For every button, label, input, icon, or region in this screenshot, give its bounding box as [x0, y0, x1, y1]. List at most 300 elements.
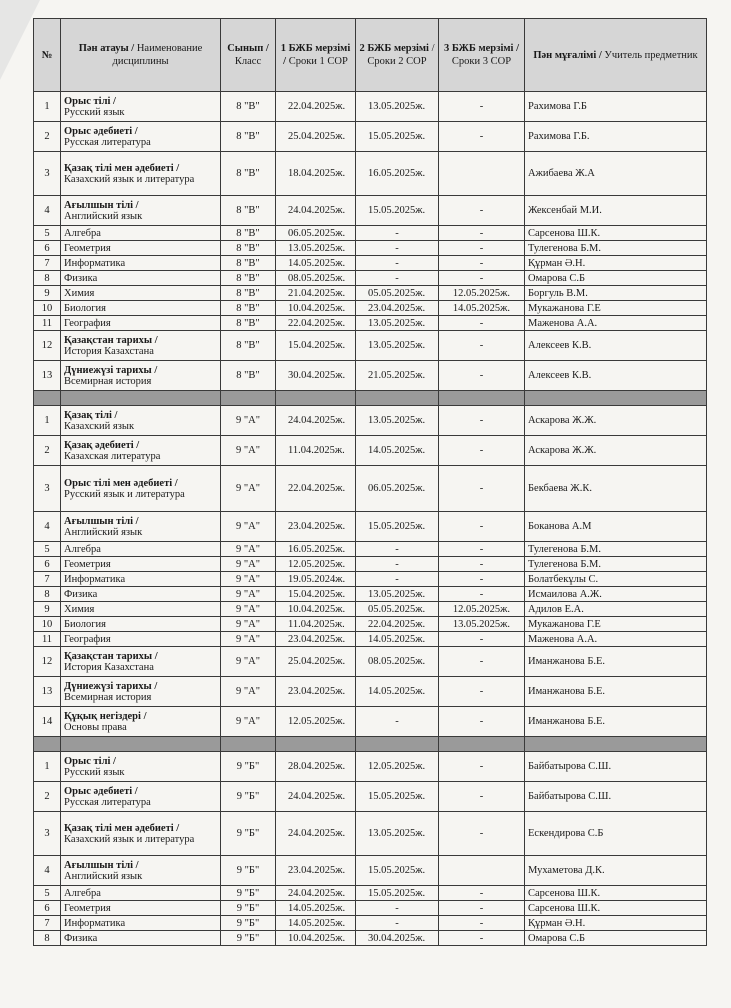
sor2-date: 13.05.2025ж.	[356, 406, 439, 436]
sor3-date: -	[439, 931, 525, 946]
class-cell: 8 "В"	[221, 256, 276, 271]
subject-cell	[61, 886, 221, 901]
teacher-cell: Маженова А.А.	[525, 632, 707, 647]
subject-ru: Всемирная история	[64, 691, 152, 703]
sor1-date: 22.04.2025ж.	[276, 466, 356, 512]
sor3-date: -	[439, 466, 525, 512]
class-cell: 9 "А"	[221, 617, 276, 632]
row-number: 3	[34, 152, 61, 196]
sor3-date: -	[439, 647, 525, 677]
row-number: 4	[34, 856, 61, 886]
sor2-date: 15.05.2025ж.	[356, 782, 439, 812]
subject-ru: История Казахстана	[64, 345, 154, 357]
subject-cell	[61, 316, 221, 331]
row-number: 7	[34, 256, 61, 271]
sor3-date	[439, 856, 525, 886]
table-row	[34, 886, 707, 901]
table-row	[34, 677, 707, 707]
subject-ru: Алгебра	[64, 543, 101, 555]
sor1-date: 30.04.2025ж.	[276, 361, 356, 391]
teacher-cell: Рахимова Г.Б.	[525, 122, 707, 152]
subject-ru: Алгебра	[64, 227, 101, 239]
header-class: Сынып / Класс	[221, 19, 276, 92]
teacher-cell: Аскарова Ж.Ж.	[525, 436, 707, 466]
sor1-date: 06.05.2025ж.	[276, 226, 356, 241]
teacher-cell: Бекбаева Ж.К.	[525, 466, 707, 512]
table-row	[34, 812, 707, 856]
subject-kz: Ағылшын тілі /	[64, 515, 139, 527]
table-row	[34, 617, 707, 632]
header-sor1: 1 БЖБ мерзімі / Сроки 1 СОР	[276, 19, 356, 92]
subject-cell	[61, 226, 221, 241]
subject-ru: Русская литература	[64, 136, 151, 148]
subject-ru: Химия	[64, 603, 95, 615]
subject-ru: Биология	[64, 302, 107, 314]
sor3-date: -	[439, 196, 525, 226]
sor2-date: -	[356, 916, 439, 931]
subject-ru: Геометрия	[64, 902, 111, 914]
sor1-date: 18.04.2025ж.	[276, 152, 356, 196]
subject-kz: Орыс тілі мен әдебиеті /	[64, 477, 178, 489]
class-cell: 8 "В"	[221, 241, 276, 256]
sor1-date: 24.04.2025ж.	[276, 886, 356, 901]
class-cell: 8 "В"	[221, 152, 276, 196]
teacher-cell: Құрман Ә.Н.	[525, 916, 707, 931]
sor2-date: 13.05.2025ж.	[356, 331, 439, 361]
class-cell: 9 "А"	[221, 466, 276, 512]
subject-kz: Қазақ тілі мен әдебиеті /	[64, 162, 180, 174]
subject-ru: Геометрия	[64, 242, 111, 254]
class-cell: 9 "Б"	[221, 886, 276, 901]
table-row	[34, 602, 707, 617]
subject-cell	[61, 152, 221, 196]
header-subject: Пән атауы / Наименование дисциплины	[61, 19, 221, 92]
subject-cell	[61, 572, 221, 587]
sor2-date: 14.05.2025ж.	[356, 677, 439, 707]
teacher-cell: Болатбекұлы С.	[525, 572, 707, 587]
table-row	[34, 316, 707, 331]
class-cell: 9 "А"	[221, 707, 276, 737]
teacher-cell: Жексенбай М.И.	[525, 196, 707, 226]
subject-cell	[61, 916, 221, 931]
table-row	[34, 331, 707, 361]
sor1-date: 14.05.2025ж.	[276, 901, 356, 916]
sor3-date: -	[439, 557, 525, 572]
subject-ru: Английский язык	[64, 870, 143, 882]
subject-ru: Информатика	[64, 573, 126, 585]
sor3-date: -	[439, 572, 525, 587]
sor1-date: 11.04.2025ж.	[276, 436, 356, 466]
sor1-date: 24.04.2025ж.	[276, 782, 356, 812]
subject-cell	[61, 92, 221, 122]
sor2-date: 13.05.2025ж.	[356, 316, 439, 331]
class-cell: 9 "Б"	[221, 916, 276, 931]
sor2-date: 21.05.2025ж.	[356, 361, 439, 391]
sor2-date: -	[356, 256, 439, 271]
sor2-date: 12.05.2025ж.	[356, 752, 439, 782]
sor1-date: 23.04.2025ж.	[276, 632, 356, 647]
sor2-date: 13.05.2025ж.	[356, 92, 439, 122]
sor3-date: -	[439, 542, 525, 557]
table-row	[34, 647, 707, 677]
sor3-date: -	[439, 271, 525, 286]
subject-ru: Русский язык и литература	[64, 488, 185, 500]
teacher-cell: Байбатырова С.Ш.	[525, 752, 707, 782]
subject-cell	[61, 617, 221, 632]
class-cell: 9 "А"	[221, 677, 276, 707]
teacher-cell: Құрман Ә.Н.	[525, 256, 707, 271]
subject-kz: Қазақстан тарихы /	[64, 650, 158, 662]
sor3-date: -	[439, 122, 525, 152]
class-cell: 9 "А"	[221, 542, 276, 557]
sor2-date: 30.04.2025ж.	[356, 931, 439, 946]
sor3-date: 12.05.2025ж.	[439, 602, 525, 617]
class-cell: 9 "А"	[221, 587, 276, 602]
table-row	[34, 286, 707, 301]
sor3-date: -	[439, 361, 525, 391]
sor3-date: -	[439, 916, 525, 931]
teacher-cell: Мукажанова Г.Е	[525, 617, 707, 632]
class-cell: 8 "В"	[221, 301, 276, 316]
sor2-date: -	[356, 707, 439, 737]
teacher-cell: Сарсенова Ш.К.	[525, 886, 707, 901]
sor1-date: 14.05.2025ж.	[276, 916, 356, 931]
separator-cell	[221, 391, 276, 406]
row-number: 12	[34, 331, 61, 361]
sor3-date: -	[439, 316, 525, 331]
sor2-date: 14.05.2025ж.	[356, 436, 439, 466]
sor1-date: 12.05.2025ж.	[276, 707, 356, 737]
subject-cell	[61, 301, 221, 316]
sor3-date: -	[439, 886, 525, 901]
sor2-date: 15.05.2025ж.	[356, 196, 439, 226]
subject-cell	[61, 707, 221, 737]
sor3-date: -	[439, 226, 525, 241]
sor1-date: 16.05.2025ж.	[276, 542, 356, 557]
sor1-date: 25.04.2025ж.	[276, 122, 356, 152]
sor1-date: 10.04.2025ж.	[276, 931, 356, 946]
subject-ru: Физика	[64, 588, 98, 600]
separator-cell	[34, 737, 61, 752]
sor1-date: 11.04.2025ж.	[276, 617, 356, 632]
subject-ru: Информатика	[64, 257, 126, 269]
row-number: 4	[34, 196, 61, 226]
class-cell: 8 "В"	[221, 226, 276, 241]
subject-cell	[61, 361, 221, 391]
teacher-cell: Адилов Е.А.	[525, 602, 707, 617]
subject-ru: Казахский язык и литература	[64, 833, 195, 845]
table-row	[34, 542, 707, 557]
table-row	[34, 512, 707, 542]
subject-ru: Физика	[64, 932, 98, 944]
row-number: 7	[34, 572, 61, 587]
subject-kz: Орыс тілі /	[64, 755, 116, 767]
row-number: 1	[34, 406, 61, 436]
subject-cell	[61, 647, 221, 677]
teacher-cell: Аскарова Ж.Ж.	[525, 406, 707, 436]
table-row	[34, 241, 707, 256]
class-cell: 9 "А"	[221, 647, 276, 677]
row-number: 6	[34, 901, 61, 916]
class-cell: 9 "А"	[221, 436, 276, 466]
separator-cell	[61, 737, 221, 752]
teacher-cell: Ажибаева Ж.А	[525, 152, 707, 196]
table-row	[34, 632, 707, 647]
sor1-date: 24.04.2025ж.	[276, 196, 356, 226]
sor2-date: 05.05.2025ж.	[356, 602, 439, 617]
sor2-date: 06.05.2025ж.	[356, 466, 439, 512]
sor3-date: -	[439, 707, 525, 737]
sor1-date: 08.05.2025ж.	[276, 271, 356, 286]
sor3-date: -	[439, 512, 525, 542]
separator-cell	[439, 391, 525, 406]
row-number: 10	[34, 617, 61, 632]
teacher-cell: Маженова А.А.	[525, 316, 707, 331]
teacher-cell: Иманжанова Б.Е.	[525, 707, 707, 737]
sor3-date: -	[439, 812, 525, 856]
sor1-date: 10.04.2025ж.	[276, 602, 356, 617]
subject-cell	[61, 241, 221, 256]
subject-kz: Құқық негіздері /	[64, 710, 147, 722]
teacher-cell: Омарова С.Б	[525, 931, 707, 946]
row-number: 10	[34, 301, 61, 316]
sor3-date: 13.05.2025ж.	[439, 617, 525, 632]
class-cell: 8 "В"	[221, 316, 276, 331]
teacher-cell: Алексеев К.В.	[525, 331, 707, 361]
class-cell: 8 "В"	[221, 361, 276, 391]
table-row	[34, 916, 707, 931]
sor1-date: 23.04.2025ж.	[276, 512, 356, 542]
subject-kz: Орыс әдебиеті /	[64, 785, 138, 797]
sor2-date: 15.05.2025ж.	[356, 856, 439, 886]
subject-ru: Всемирная история	[64, 375, 152, 387]
teacher-cell: Мухаметова Д.К.	[525, 856, 707, 886]
subject-cell	[61, 677, 221, 707]
table-row	[34, 271, 707, 286]
table-row	[34, 226, 707, 241]
sor2-date: 15.05.2025ж.	[356, 122, 439, 152]
row-number: 14	[34, 707, 61, 737]
separator-cell	[439, 737, 525, 752]
class-cell: 9 "А"	[221, 632, 276, 647]
sor3-date: -	[439, 406, 525, 436]
sor1-date: 22.04.2025ж.	[276, 316, 356, 331]
row-number: 9	[34, 286, 61, 301]
table-row	[34, 122, 707, 152]
sor3-date: -	[439, 436, 525, 466]
row-number: 6	[34, 557, 61, 572]
separator-cell	[525, 737, 707, 752]
class-cell: 8 "В"	[221, 286, 276, 301]
subject-cell	[61, 632, 221, 647]
subject-kz: Орыс тілі /	[64, 95, 116, 107]
subject-cell	[61, 587, 221, 602]
header-num: №	[34, 19, 61, 92]
teacher-cell: Ескендирова С.Б	[525, 812, 707, 856]
sor2-date: 08.05.2025ж.	[356, 647, 439, 677]
subject-ru: Химия	[64, 287, 95, 299]
subject-kz: Ағылшын тілі /	[64, 199, 139, 211]
table-row	[34, 406, 707, 436]
subject-cell	[61, 196, 221, 226]
class-cell: 9 "Б"	[221, 856, 276, 886]
teacher-cell: Тулегенова Б.М.	[525, 241, 707, 256]
row-number: 13	[34, 361, 61, 391]
teacher-cell: Байбатырова С.Ш.	[525, 782, 707, 812]
sor1-date: 10.04.2025ж.	[276, 301, 356, 316]
table-row	[34, 752, 707, 782]
sor2-date: 23.04.2025ж.	[356, 301, 439, 316]
separator-cell	[356, 737, 439, 752]
subject-kz: Дүниежүзі тарихы /	[64, 364, 158, 376]
subject-ru: География	[64, 633, 111, 645]
sor2-date: -	[356, 557, 439, 572]
row-number: 13	[34, 677, 61, 707]
row-number: 5	[34, 886, 61, 901]
separator-cell	[221, 737, 276, 752]
subject-cell	[61, 782, 221, 812]
sor3-date: -	[439, 241, 525, 256]
subject-cell	[61, 602, 221, 617]
class-cell: 9 "А"	[221, 512, 276, 542]
sor1-date: 28.04.2025ж.	[276, 752, 356, 782]
row-number: 8	[34, 271, 61, 286]
sor1-date: 25.04.2025ж.	[276, 647, 356, 677]
row-number: 8	[34, 587, 61, 602]
class-cell: 8 "В"	[221, 122, 276, 152]
subject-cell	[61, 931, 221, 946]
table-row	[34, 572, 707, 587]
row-number: 1	[34, 92, 61, 122]
sor2-date: 13.05.2025ж.	[356, 812, 439, 856]
subject-kz: Қазақ тілі мен әдебиеті /	[64, 822, 180, 834]
teacher-cell: Иманжанова Б.Е.	[525, 647, 707, 677]
sor2-date: 15.05.2025ж.	[356, 886, 439, 901]
header-sor3: 3 БЖБ мерзімі / Сроки 3 СОР	[439, 19, 525, 92]
sor3-date: 12.05.2025ж.	[439, 286, 525, 301]
subject-cell	[61, 752, 221, 782]
table-row	[34, 196, 707, 226]
row-number: 3	[34, 466, 61, 512]
subject-ru: Русский язык	[64, 106, 125, 118]
class-cell: 9 "Б"	[221, 901, 276, 916]
subject-cell	[61, 512, 221, 542]
sor3-date: -	[439, 752, 525, 782]
assessment-schedule-table	[33, 18, 707, 946]
table-row	[34, 301, 707, 316]
teacher-cell: Сарсенова Ш.К.	[525, 226, 707, 241]
separator-cell	[276, 391, 356, 406]
subject-kz: Ағылшын тілі /	[64, 859, 139, 871]
teacher-cell: Омарова С.Б	[525, 271, 707, 286]
class-cell: 9 "А"	[221, 572, 276, 587]
row-number: 7	[34, 916, 61, 931]
sor1-date: 15.04.2025ж.	[276, 331, 356, 361]
sor1-date: 22.04.2025ж.	[276, 92, 356, 122]
teacher-cell: Исмаилова А.Ж.	[525, 587, 707, 602]
teacher-cell: Мукажанова Г.Е	[525, 301, 707, 316]
sor1-date: 23.04.2025ж.	[276, 677, 356, 707]
row-number: 6	[34, 241, 61, 256]
row-number: 5	[34, 226, 61, 241]
class-cell: 9 "А"	[221, 602, 276, 617]
header-teacher: Пән мұғалімі / Учитель предметник	[525, 19, 707, 92]
class-cell: 9 "Б"	[221, 782, 276, 812]
section-separator	[34, 737, 707, 752]
subject-cell	[61, 901, 221, 916]
header-sor2: 2 БЖБ мерзімі / Сроки 2 СОР	[356, 19, 439, 92]
sor2-date: 05.05.2025ж.	[356, 286, 439, 301]
table-row	[34, 557, 707, 572]
subject-cell	[61, 271, 221, 286]
table-row	[34, 152, 707, 196]
subject-cell	[61, 466, 221, 512]
row-number: 3	[34, 812, 61, 856]
sor3-date: -	[439, 92, 525, 122]
subject-ru: Английский язык	[64, 210, 143, 222]
table-row	[34, 901, 707, 916]
separator-cell	[356, 391, 439, 406]
subject-cell	[61, 256, 221, 271]
sor3-date: -	[439, 331, 525, 361]
table-row	[34, 436, 707, 466]
row-number: 11	[34, 632, 61, 647]
row-number: 12	[34, 647, 61, 677]
sor1-date: 24.04.2025ж.	[276, 406, 356, 436]
table-row	[34, 466, 707, 512]
sor1-date: 15.04.2025ж.	[276, 587, 356, 602]
teacher-cell: Боканова А.М	[525, 512, 707, 542]
separator-cell	[276, 737, 356, 752]
subject-ru: География	[64, 317, 111, 329]
teacher-cell: Тулегенова Б.М.	[525, 557, 707, 572]
teacher-cell: Алексеев К.В.	[525, 361, 707, 391]
sor2-date: 13.05.2025ж.	[356, 587, 439, 602]
section-separator	[34, 391, 707, 406]
row-number: 8	[34, 931, 61, 946]
row-number: 11	[34, 316, 61, 331]
subject-kz: Қазақ әдебиеті /	[64, 439, 140, 451]
class-cell: 9 "А"	[221, 406, 276, 436]
table-row	[34, 856, 707, 886]
subject-cell	[61, 856, 221, 886]
sor1-date: 24.04.2025ж.	[276, 812, 356, 856]
table-row	[34, 782, 707, 812]
table-row	[34, 92, 707, 122]
sor3-date: -	[439, 632, 525, 647]
subject-ru: Русский язык	[64, 766, 125, 778]
subject-kz: Дүниежүзі тарихы /	[64, 680, 158, 692]
subject-cell	[61, 812, 221, 856]
sor1-date: 14.05.2025ж.	[276, 256, 356, 271]
table-row	[34, 707, 707, 737]
subject-cell	[61, 286, 221, 301]
row-number: 2	[34, 436, 61, 466]
separator-cell	[525, 391, 707, 406]
table-row	[34, 256, 707, 271]
subject-cell	[61, 557, 221, 572]
class-cell: 9 "Б"	[221, 931, 276, 946]
subject-kz: Қазақ тілі /	[64, 409, 118, 421]
subject-ru: Казахский язык и литература	[64, 173, 195, 185]
class-cell: 9 "Б"	[221, 752, 276, 782]
teacher-cell: Сарсенова Ш.К.	[525, 901, 707, 916]
subject-ru: Биология	[64, 618, 107, 630]
sor3-date: -	[439, 901, 525, 916]
subject-cell	[61, 331, 221, 361]
subject-ru: Алгебра	[64, 887, 101, 899]
subject-ru: Основы права	[64, 721, 127, 733]
